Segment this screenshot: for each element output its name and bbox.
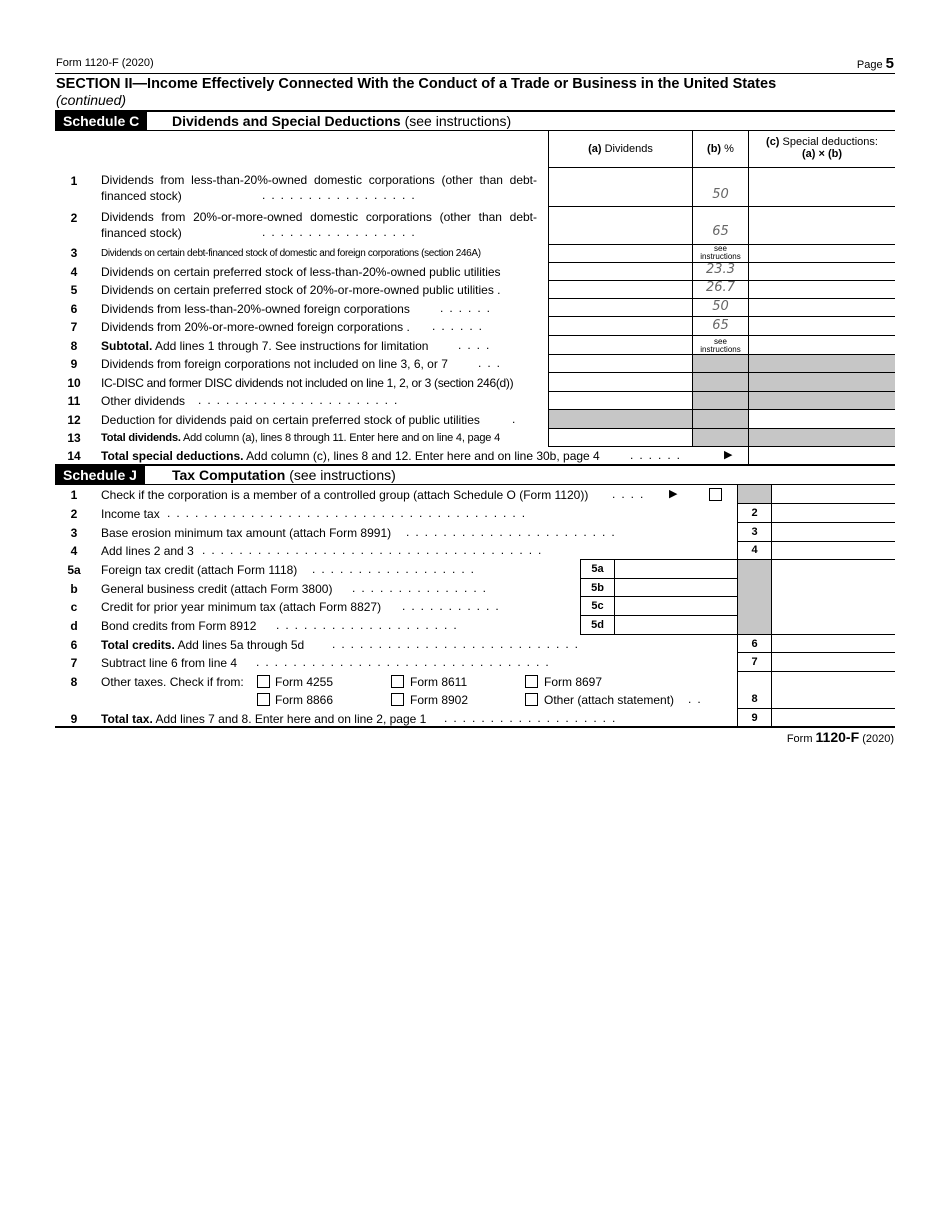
j5-rule-4 [580,634,738,635]
j5-box-mid-border [614,559,615,635]
leader-dots: ...... [630,448,687,462]
leader-dots: ............... [352,581,493,595]
bottom-rule [55,726,895,728]
shade-col-b-9-13 [693,355,748,446]
box-number: 7 [751,656,758,668]
arrow-icon: ▶ [724,449,733,461]
line-text: Dividends on certain debt-financed stock of domestic and foreign corporations (section 246A) [101,248,481,259]
pct-value: 65 [712,318,729,333]
col-b-header: (b) % [707,143,734,155]
col-header-rule [548,167,895,168]
leader-dots: ...................... [198,393,404,407]
line-text: Credit for prior year minimum tax (attach Form 8827) [101,600,382,614]
line-number: 9 [70,357,78,371]
pct-value: 23.3 [706,262,735,277]
j5-rule-2 [580,596,738,597]
schedule-c-heading [172,113,511,129]
page-indicator [857,55,894,72]
line-text: Bond credits from Form 8912 [101,619,257,633]
arrow-icon: ▶ [669,488,678,500]
row-rule-9 [548,372,895,373]
col-c-header: (c) Special deductions: (a) × (b) [766,136,878,160]
schedule-j-title: Tax Computation [172,467,286,483]
line-number: 5a [67,563,81,577]
schedule-j-top-rule [55,464,895,466]
line-text: Check if the corporation is a member of a controlled group (attach Schedule O (Form 1120)) [101,488,589,502]
schedule-j-subtitle: (see instructions) [289,467,396,483]
line-number: 10 [67,376,81,390]
shade-col-c-13 [749,428,895,446]
j-rule-7 [737,671,895,672]
line-text: Income tax [101,507,160,521]
schedule-j-heading [172,467,396,483]
line-text: Deduction for dividends paid on certain preferred stock of public utilities [101,413,480,427]
box-number: 3 [751,526,758,538]
line-text: Dividends from less-than-20%-owned domestic corporations (other than debt-financed stock) [101,173,537,203]
col-a-header: (a) Dividends [588,143,653,155]
line-number: 5 [70,283,78,297]
form-8902-checkbox[interactable] [391,693,404,706]
schedule-j-tag: Schedule J [55,466,145,485]
line-text: Subtract line 6 from line 4 [101,656,238,670]
line-number: b [70,582,78,596]
shade-j-line-1 [738,485,771,503]
line-number: 1 [70,488,78,502]
section-rule [55,110,895,112]
line-number: 13 [67,431,81,445]
row-rule-8 [548,354,895,355]
line-number: 1 [70,174,78,188]
line-text: Add lines 2 and 3 [101,544,194,558]
pct-see-instructions: see instructions [700,337,741,354]
pct-value: 50 [712,187,729,202]
header-rule [55,73,895,74]
form-8611-label: Form 8611 [410,675,468,689]
box-number: 5b [591,582,604,594]
line-number: 2 [70,507,78,521]
line-text: General business credit (attach Form 3800) [101,582,333,596]
row-rule-7 [548,335,895,336]
line-text: Subtotal. Add lines 1 through 7. See instructions for limitation [101,339,429,353]
schedule-c-rule [55,130,895,131]
row-rule-13 [548,446,895,447]
j-rule-1 [737,503,895,504]
line-number: 7 [70,656,78,670]
line-number: 14 [67,449,81,463]
controlled-group-checkbox[interactable] [709,488,722,501]
row-rule-1 [548,206,895,207]
form-4255-label: Form 4255 [275,675,334,689]
schedule-c-subtitle: (see instructions) [404,113,512,129]
leader-dots: ... [478,356,507,370]
line-text: Other dividends [101,394,186,408]
line-number: 4 [70,265,78,279]
line-number: 4 [70,544,78,558]
j-rule-3 [737,541,895,542]
line-number: 11 [67,394,81,408]
j-rule-2 [737,522,895,523]
line-number: 9 [70,712,78,726]
line-number: d [70,619,78,633]
form-8902-label: Form 8902 [410,693,469,707]
box-number: 5a [591,563,604,575]
row-rule-6 [548,316,895,317]
line-text: Dividends on certain preferred stock of 20%-or-more-owned public utilities . [101,283,501,297]
row-rule-12 [548,428,895,429]
leader-dots: .................... [276,618,463,632]
line-number: 12 [67,413,81,427]
form-8866-checkbox[interactable] [257,693,270,706]
pct-value: 65 [712,224,729,239]
line-text: Total credits. Add lines 5a through 5d [101,638,305,652]
leader-dots: ................................ [256,655,555,669]
j-rule-5 [737,634,895,635]
line-text: Foreign tax credit (attach Form 1118) [101,563,298,577]
leader-dots: ................. [262,188,421,202]
shade-col-c-9-11 [749,355,895,410]
leader-dots: .... [612,487,650,501]
line-text: Other taxes. Check if from: [101,675,244,689]
schedule-c-tag: Schedule C [55,112,147,131]
leader-dots: ................... [444,711,622,725]
page-label: Page [856,59,883,71]
line-number: 6 [70,638,78,652]
line-text: Total special deductions. Add column (c), lines 8 and 12. Enter here and on line 30b, page 4 [101,449,600,463]
leader-dots: ........................... [332,637,585,651]
box-number: 6 [751,638,758,650]
form-8697-checkbox[interactable] [525,675,538,688]
line-text: Dividends from less-than-20%-owned foreign corporations [101,302,410,316]
leader-dots: ..................................... [202,543,548,557]
j5-rule-0 [580,559,738,560]
form-4255-checkbox[interactable] [257,675,270,688]
other-statement-checkbox[interactable] [525,693,538,706]
leader-dots: . [512,412,522,426]
section-continued: (continued) [56,92,127,108]
other-statement-label: Other (attach statement) [544,693,675,707]
j-rule-8 [737,708,895,709]
page-number: 5 [885,55,894,72]
line-text: Base erosion minimum tax amount (attach Form 8991) [101,526,392,540]
form-8611-checkbox[interactable] [391,675,404,688]
leader-dots: .................. [312,562,481,576]
box-number: 5d [591,619,604,631]
line-number: 2 [70,211,78,225]
line-number: 7 [70,320,78,334]
line-text: Total tax. Add lines 7 and 8. Enter here and on line 2, page 1 [101,712,427,726]
j-rule-4 [737,559,895,560]
leader-dots: ................. [262,225,421,239]
pct-value: 26.7 [706,280,735,295]
line-number: 3 [70,526,78,540]
line-text: IC-DISC and former DISC dividends not included on line 1, 2, or 3 (section 246(d)) [101,376,514,390]
pct-see-instructions: see instructions [700,244,741,261]
schedule-c-title: Dividends and Special Deductions [172,113,401,129]
form-reference: Form 1120-F (2020) [56,57,154,69]
row-rule-10 [548,391,895,392]
box-number: 5c [591,600,604,612]
line-number: 3 [70,246,78,260]
shade-col-a-12 [549,410,692,428]
j5-rule-1 [580,578,738,579]
leader-dots: ....................... [406,525,621,539]
line-text: Dividends from 20%-or-more-owned foreign corporations . [101,320,410,334]
box-number: 2 [751,507,758,519]
pct-value: 50 [712,299,729,314]
row-rule-11 [548,409,895,410]
shade-j-lines-5 [738,560,771,634]
j-rule-6 [737,652,895,653]
leader-dots: ........... [402,599,505,613]
box-number: 8 [751,693,758,705]
line-number: c [70,600,78,614]
leader-dots: .... [458,338,496,352]
line-text: Dividends from foreign corporations not included on line 3, 6, or 7 [101,357,448,371]
line-number: 8 [70,675,78,689]
line-number: 6 [70,302,78,316]
leader-dots: ....................................... [167,506,532,520]
leader-dots: .. [688,692,707,706]
form-8697-label: Form 8697 [544,675,603,689]
leader-dots: ...... [440,301,497,315]
form-footer: Form 1120-F (2020) [786,729,894,745]
leader-dots: ...... [432,319,489,333]
j5-rule-3 [580,615,738,616]
line-text: Dividends from 20%-or-more-owned domestic corporations (other than debt-financed stock) [101,210,537,240]
form-8866-label: Form 8866 [275,693,334,707]
line-text: Total dividends. Add column (a), lines 8 through 11. Enter here and on line 4, page 4 [101,432,500,444]
section-title: SECTION II—Income Effectively Connected With the Conduct of a Trade or Business in the United States [56,76,777,92]
box-number: 4 [751,544,758,556]
line-text: Dividends on certain preferred stock of less-than-20%-owned public utilities [101,265,501,279]
col-a-left-border [548,130,549,447]
line-number: 8 [70,339,78,353]
box-number: 9 [751,712,758,724]
